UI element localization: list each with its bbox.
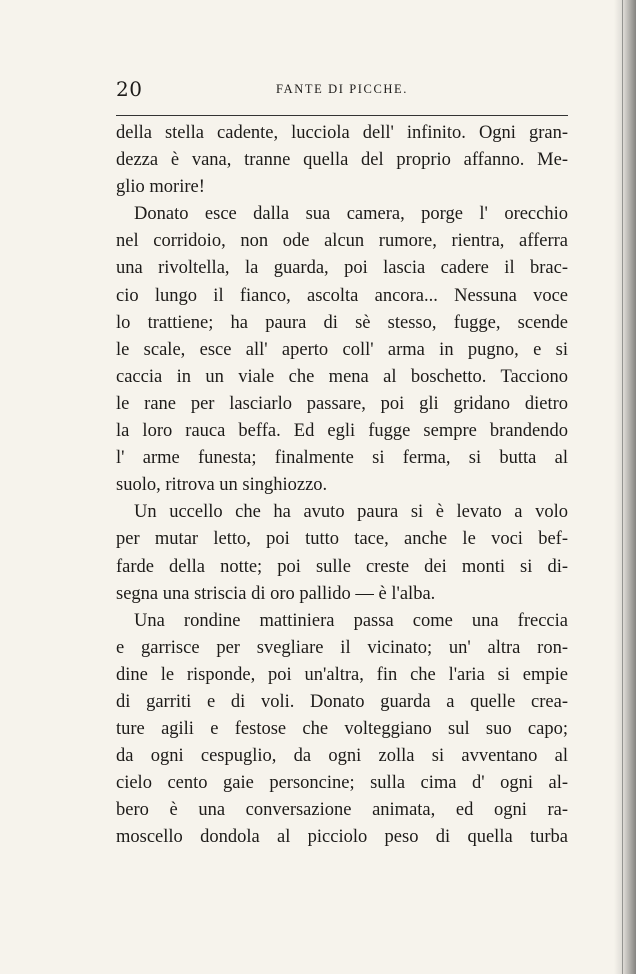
text-line: per mutar letto, poi tutto tace, anche le voci bef-: [116, 529, 568, 550]
text-line: le scale, esce all' aperto coll' arma in pugno, e si: [116, 339, 568, 360]
text-line: dine le risponde, poi un'altra, fin che l'aria si empie: [116, 664, 568, 685]
text-line: caccia in un viale che mena al boschetto. Tacciono: [116, 366, 568, 387]
paragraph: [116, 120, 568, 201]
paragraph: [116, 499, 568, 607]
scan-edge-shadow: [614, 0, 636, 974]
page-number: 20: [116, 77, 143, 101]
text-line: Donato esce dalla sua camera, porge l' orecchio: [134, 204, 568, 225]
text-line: Una rondine mattiniera passa come una freccia: [134, 610, 568, 631]
running-head: [116, 78, 570, 100]
text-line: da ogni cespuglio, da ogni zolla si avventano al: [116, 746, 568, 767]
text-line: cielo cento gaie personcine; sulla cima d' ogni al-: [116, 773, 568, 794]
text-line: della stella cadente, lucciola dell' infinito. Ogni gran-: [116, 123, 568, 143]
text-line: nel corridoio, non ode alcun rumore, rientra, afferra: [116, 231, 568, 252]
text-line: bero è una conversazione animata, ed ogni ra-: [116, 800, 568, 821]
text-line: una rivoltella, la guarda, poi lascia cadere il brac-: [116, 258, 568, 279]
text-line: dezza è vana, tranne quella del proprio affanno. Me-: [116, 150, 568, 171]
text-line: la loro rauca beffa. Ed egli fugge sempre brandendo: [116, 421, 568, 442]
text-line: farde della notte; poi sulle creste dei monti si di-: [116, 556, 568, 577]
text-line: cio lungo il fianco, ascolta ancora... Nessuna voce: [116, 285, 568, 306]
running-title: FANTE DI PICCHE.: [276, 82, 408, 96]
text-line: e garrisce per svegliare il vicinato; un' altra ron-: [116, 637, 568, 658]
text-line: lo trattiene; ha paura di sè stesso, fugge, scende: [116, 312, 568, 333]
text-line: le rane per lasciarlo passare, poi gli gridano dietro: [116, 393, 568, 414]
text-line: Un uccello che ha avuto paura si è levato a volo: [134, 502, 568, 523]
text-line: glio morire!: [116, 177, 205, 198]
text-line: di garriti e di voli. Donato guarda a quelle crea-: [116, 691, 568, 712]
text-line: suolo, ritrova un singhiozzo.: [116, 475, 328, 496]
header-rule: [116, 115, 568, 116]
text-line: ture agili e festose che volteggiano sul suo capo;: [116, 719, 568, 740]
text-line: segna una striscia di oro pallido — è l'alba.: [116, 583, 436, 604]
paragraph: [116, 201, 568, 499]
body-text: [116, 120, 568, 852]
text-line: moscello dondola al picciolo peso di quella turba: [116, 827, 568, 848]
text-line: l' arme funesta; finalmente si ferma, si butta al: [116, 448, 568, 469]
scan-edge-line: [622, 0, 623, 974]
paragraph: [116, 608, 568, 852]
